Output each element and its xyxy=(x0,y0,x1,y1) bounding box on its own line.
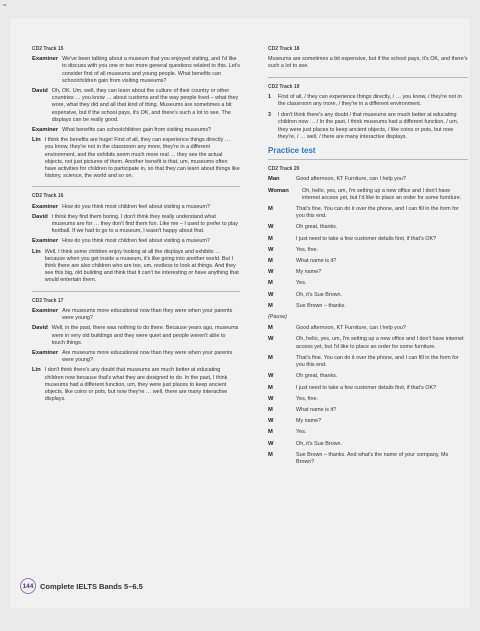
dialogue-turn xyxy=(32,137,240,180)
speaker-name: W xyxy=(268,291,274,298)
dialogue-line xyxy=(268,452,468,466)
track-18-title: CD2 Track 18 xyxy=(268,46,300,52)
speech-text: Are museums more educational now than they were when your parents were young? xyxy=(62,349,233,364)
dialogue-line xyxy=(268,188,468,202)
dialogue-turn xyxy=(32,350,240,364)
speech-text: Oh, it's Sue Brown. xyxy=(296,440,342,447)
speech-text: I think the benefits are huge! First of all, they can experience things directly … you know, they're not in the classroom any more, they're in a different environment, and the exhibits seem much more real … they see the actual objects, not just pictures of them. Another benefit is that, um, museums often have activities for children to participate in, so that they can learn about things like history, science, the world and so on. xyxy=(44,137,240,180)
speaker-name: M xyxy=(268,384,273,391)
speech-text: Yes, fine. xyxy=(296,395,318,402)
speech-text: Good afternoon, KT Furniture, can I help you? xyxy=(296,176,406,183)
speaker-name: W xyxy=(268,440,274,447)
speaker-name: W xyxy=(268,373,274,380)
dialogue-turn xyxy=(32,238,240,245)
speech-text: I just need to take a few customer details first, if that's OK? xyxy=(296,235,437,242)
speaker-name: W xyxy=(268,224,274,231)
dialogue-turn xyxy=(32,214,240,236)
speech-text: Oh, hello, yes, um, I'm setting up a new office and I don't have internet access yet, but I'd like to place an order for some furniture. xyxy=(302,187,462,201)
track-18-text: Museums are sometimes a bit expensive, but if the school pays, it's OK, and there's such a lot to see. xyxy=(268,56,468,70)
speaker-name: David xyxy=(32,88,48,95)
divider xyxy=(268,159,468,160)
dialogue-line xyxy=(268,418,468,425)
speech-text: I don't think there's any doubt that museums are much better at educating children now because that's what they are designed to do. In the past, I think museums had a different function, um, they were just places to keep ancient objects, like coins or pots, but now they're … well, there are many interactive displays. xyxy=(44,367,228,403)
dialogue-line xyxy=(268,373,468,380)
speech-text: Sue Brown – thanks. And what's the name of your company, Ms Brown? xyxy=(296,451,449,465)
speech-text: My name? xyxy=(296,418,322,425)
book-title: Complete IELTS Bands 5–6.5 xyxy=(40,581,143,591)
page-number: 144 xyxy=(20,578,36,594)
speaker-name: M xyxy=(268,258,273,265)
speaker-name: Examiner xyxy=(32,203,59,210)
dialogue-line xyxy=(268,407,468,414)
track-20-dialogue xyxy=(268,176,468,310)
speech-text: Well, in the past, there was nothing to do there. Because years ago, museums were in very old buildings and they were quiet and people weren't able to touch things. xyxy=(51,325,239,346)
dialogue-line xyxy=(268,247,468,254)
dialogue-line xyxy=(268,325,468,332)
item-number: 1 xyxy=(268,93,271,100)
speech-text: We've been talking about a museum that you enjoyed visiting, and I'd like to discuss with you one or two more general questions related to this. Let's consider first of all museums and young people. What benefits can schoolchildren gain from visiting museums? xyxy=(62,56,240,84)
track-16-transcript xyxy=(32,204,240,285)
speaker-name: Examiner xyxy=(32,349,59,356)
speech-text: I think they find them boring. I don't think they really understand what museums are for … they don't find them fun. Like me – I used to prefer to play football. If we had to go to a museum, I wasn't happy about that. xyxy=(51,213,238,235)
speech-text: That's fine. You can do it over the phone, and I can fill in the form for you this end. xyxy=(296,354,459,369)
dialogue-line xyxy=(268,292,468,299)
pause-note: (Pause) xyxy=(268,314,287,321)
track-17-transcript xyxy=(32,308,240,403)
speech-text: Oh, it's Sue Brown. xyxy=(296,291,342,298)
speech-text: Oh, hello, yes, um, I'm setting up a new office and I don't have internet access yet, but I'd like to place an order for some furniture. xyxy=(296,336,464,350)
speaker-name: M xyxy=(268,280,273,287)
speech-text: Oh great, thanks. xyxy=(296,373,338,380)
dialogue-turn xyxy=(32,204,240,211)
speech-text: Well, I think some children enjoy looking at all the displays and exhibits … because when you get inside a museum, it's like going into another world. But I think there are also children who are too, um, restless to look at things. And they see this big, old building and think that it can't be interesting or have anything that would entertain them. xyxy=(44,248,239,284)
divider xyxy=(32,291,240,292)
dialogue-line xyxy=(268,269,468,276)
corner-mark: = xyxy=(3,3,7,9)
track-15-title: CD2 Track 15 xyxy=(32,46,64,52)
speech-text: What benefits can schoolchildren gain from visiting museums? xyxy=(62,127,212,134)
dialogue-line xyxy=(268,303,468,310)
track-16-title: CD2 Track 16 xyxy=(32,193,64,200)
speech-text: Are museums more educational now than they were when your parents were young? xyxy=(62,307,233,322)
dialogue-line xyxy=(268,280,468,287)
item-number: 3 xyxy=(268,112,271,119)
speaker-name: W xyxy=(268,269,274,276)
speaker-name: Man xyxy=(268,176,280,183)
numbered-item xyxy=(268,94,468,108)
dialogue-line xyxy=(268,258,468,265)
speech-text: Oh, OK. Um, well, they can learn about the culture of their country or other countries … you know … about customs and the way people lived – what they wore, what they did and all that kind of thing. Museums are sometimes a bit expensive, but if the school pays, it's OK, and there's such a lot to see. The displays can be really good. xyxy=(51,88,239,123)
speaker-name: Examiner xyxy=(32,307,59,314)
speech-text: What name is it? xyxy=(296,258,337,265)
speech-text: My name? xyxy=(296,269,322,276)
dialogue-line xyxy=(268,176,468,183)
dialogue-line xyxy=(268,441,468,448)
track-19-items xyxy=(268,94,468,141)
page-footer xyxy=(20,578,143,594)
dialogue-turn xyxy=(32,249,240,285)
speaker-name: Lin xyxy=(32,367,41,374)
track-15-transcript xyxy=(32,56,240,180)
speaker-name: M xyxy=(268,354,273,361)
speaker-name: Examiner xyxy=(32,56,59,63)
speaker-name: Examiner xyxy=(32,238,59,245)
speaker-name: David xyxy=(32,213,48,220)
dialogue-turn xyxy=(32,367,240,403)
transcript-page xyxy=(10,18,470,608)
divider xyxy=(32,186,240,187)
dialogue-turn xyxy=(32,308,240,322)
numbered-item xyxy=(268,112,468,141)
practice-test-heading: Practice test xyxy=(268,146,316,156)
dialogue-line xyxy=(268,355,468,369)
speaker-name: M xyxy=(268,451,273,458)
speech-text: Yes, fine. xyxy=(296,246,318,253)
speaker-name: M xyxy=(268,235,273,242)
speaker-name: Lin xyxy=(32,137,41,144)
track-19-title: CD2 Track 19 xyxy=(268,83,300,90)
dialogue-line xyxy=(268,396,468,403)
speech-text: I just need to take a few customer details first, if that's OK? xyxy=(296,384,437,391)
speech-text: That's fine. You can do it over the phone, and I can fill in the form for you this end. xyxy=(296,206,459,220)
left-column xyxy=(32,46,240,406)
item-text: First of all, / they can experience things directly, / … you know, / they're not in the classroom any more, / they're in a different environment. xyxy=(278,93,462,108)
dialogue-turn xyxy=(32,325,240,347)
right-column xyxy=(268,46,468,470)
dialogue-turn xyxy=(32,88,240,124)
dialogue-line xyxy=(268,385,468,392)
speaker-name: W xyxy=(268,336,274,343)
speech-text: How do you think most children feel about visiting a museum? xyxy=(62,238,210,245)
speaker-name: W xyxy=(268,246,274,253)
dialogue-line xyxy=(268,206,468,220)
speech-text: Sue Brown – thanks. xyxy=(296,302,346,309)
speaker-name: M xyxy=(268,302,273,309)
speech-text: What name is it? xyxy=(296,406,337,413)
speech-text: Yes. xyxy=(296,280,307,287)
speaker-name: M xyxy=(268,325,273,332)
dialogue-line xyxy=(268,429,468,436)
speaker-name: Woman xyxy=(268,187,289,194)
speaker-name: W xyxy=(268,395,274,402)
item-text: I don't think there's any doubt / that museums are much better at educating children now … / In the past, I think museums had a different function, / um, they were just places to keep ancient objects, / like coins or pots, but now they're, / … well, / there are many interactive displays. xyxy=(278,112,459,140)
speaker-name: M xyxy=(268,206,273,213)
dialogue-line xyxy=(268,336,468,350)
track-20-title: CD2 Track 20 xyxy=(268,166,300,173)
speaker-name: Lin xyxy=(32,248,41,255)
speaker-name: M xyxy=(268,406,273,413)
speaker-name: David xyxy=(32,325,48,332)
track-20-dialogue-repeat xyxy=(268,325,468,466)
speech-text: Yes. xyxy=(296,429,307,436)
dialogue-line xyxy=(268,224,468,231)
speaker-name: M xyxy=(268,429,273,436)
dialogue-turn xyxy=(32,127,240,134)
speech-text: How do you think most children feel about visiting a museum? xyxy=(62,203,210,210)
divider xyxy=(268,77,468,78)
dialogue-turn xyxy=(32,56,240,85)
speaker-name: W xyxy=(268,418,274,425)
track-17-title: CD2 Track 17 xyxy=(32,297,64,304)
speech-text: Oh great, thanks. xyxy=(296,224,338,231)
dialogue-line xyxy=(268,236,468,243)
speaker-name: Examiner xyxy=(32,127,59,134)
speech-text: Good afternoon, KT Furniture, can I help you? xyxy=(296,325,406,332)
